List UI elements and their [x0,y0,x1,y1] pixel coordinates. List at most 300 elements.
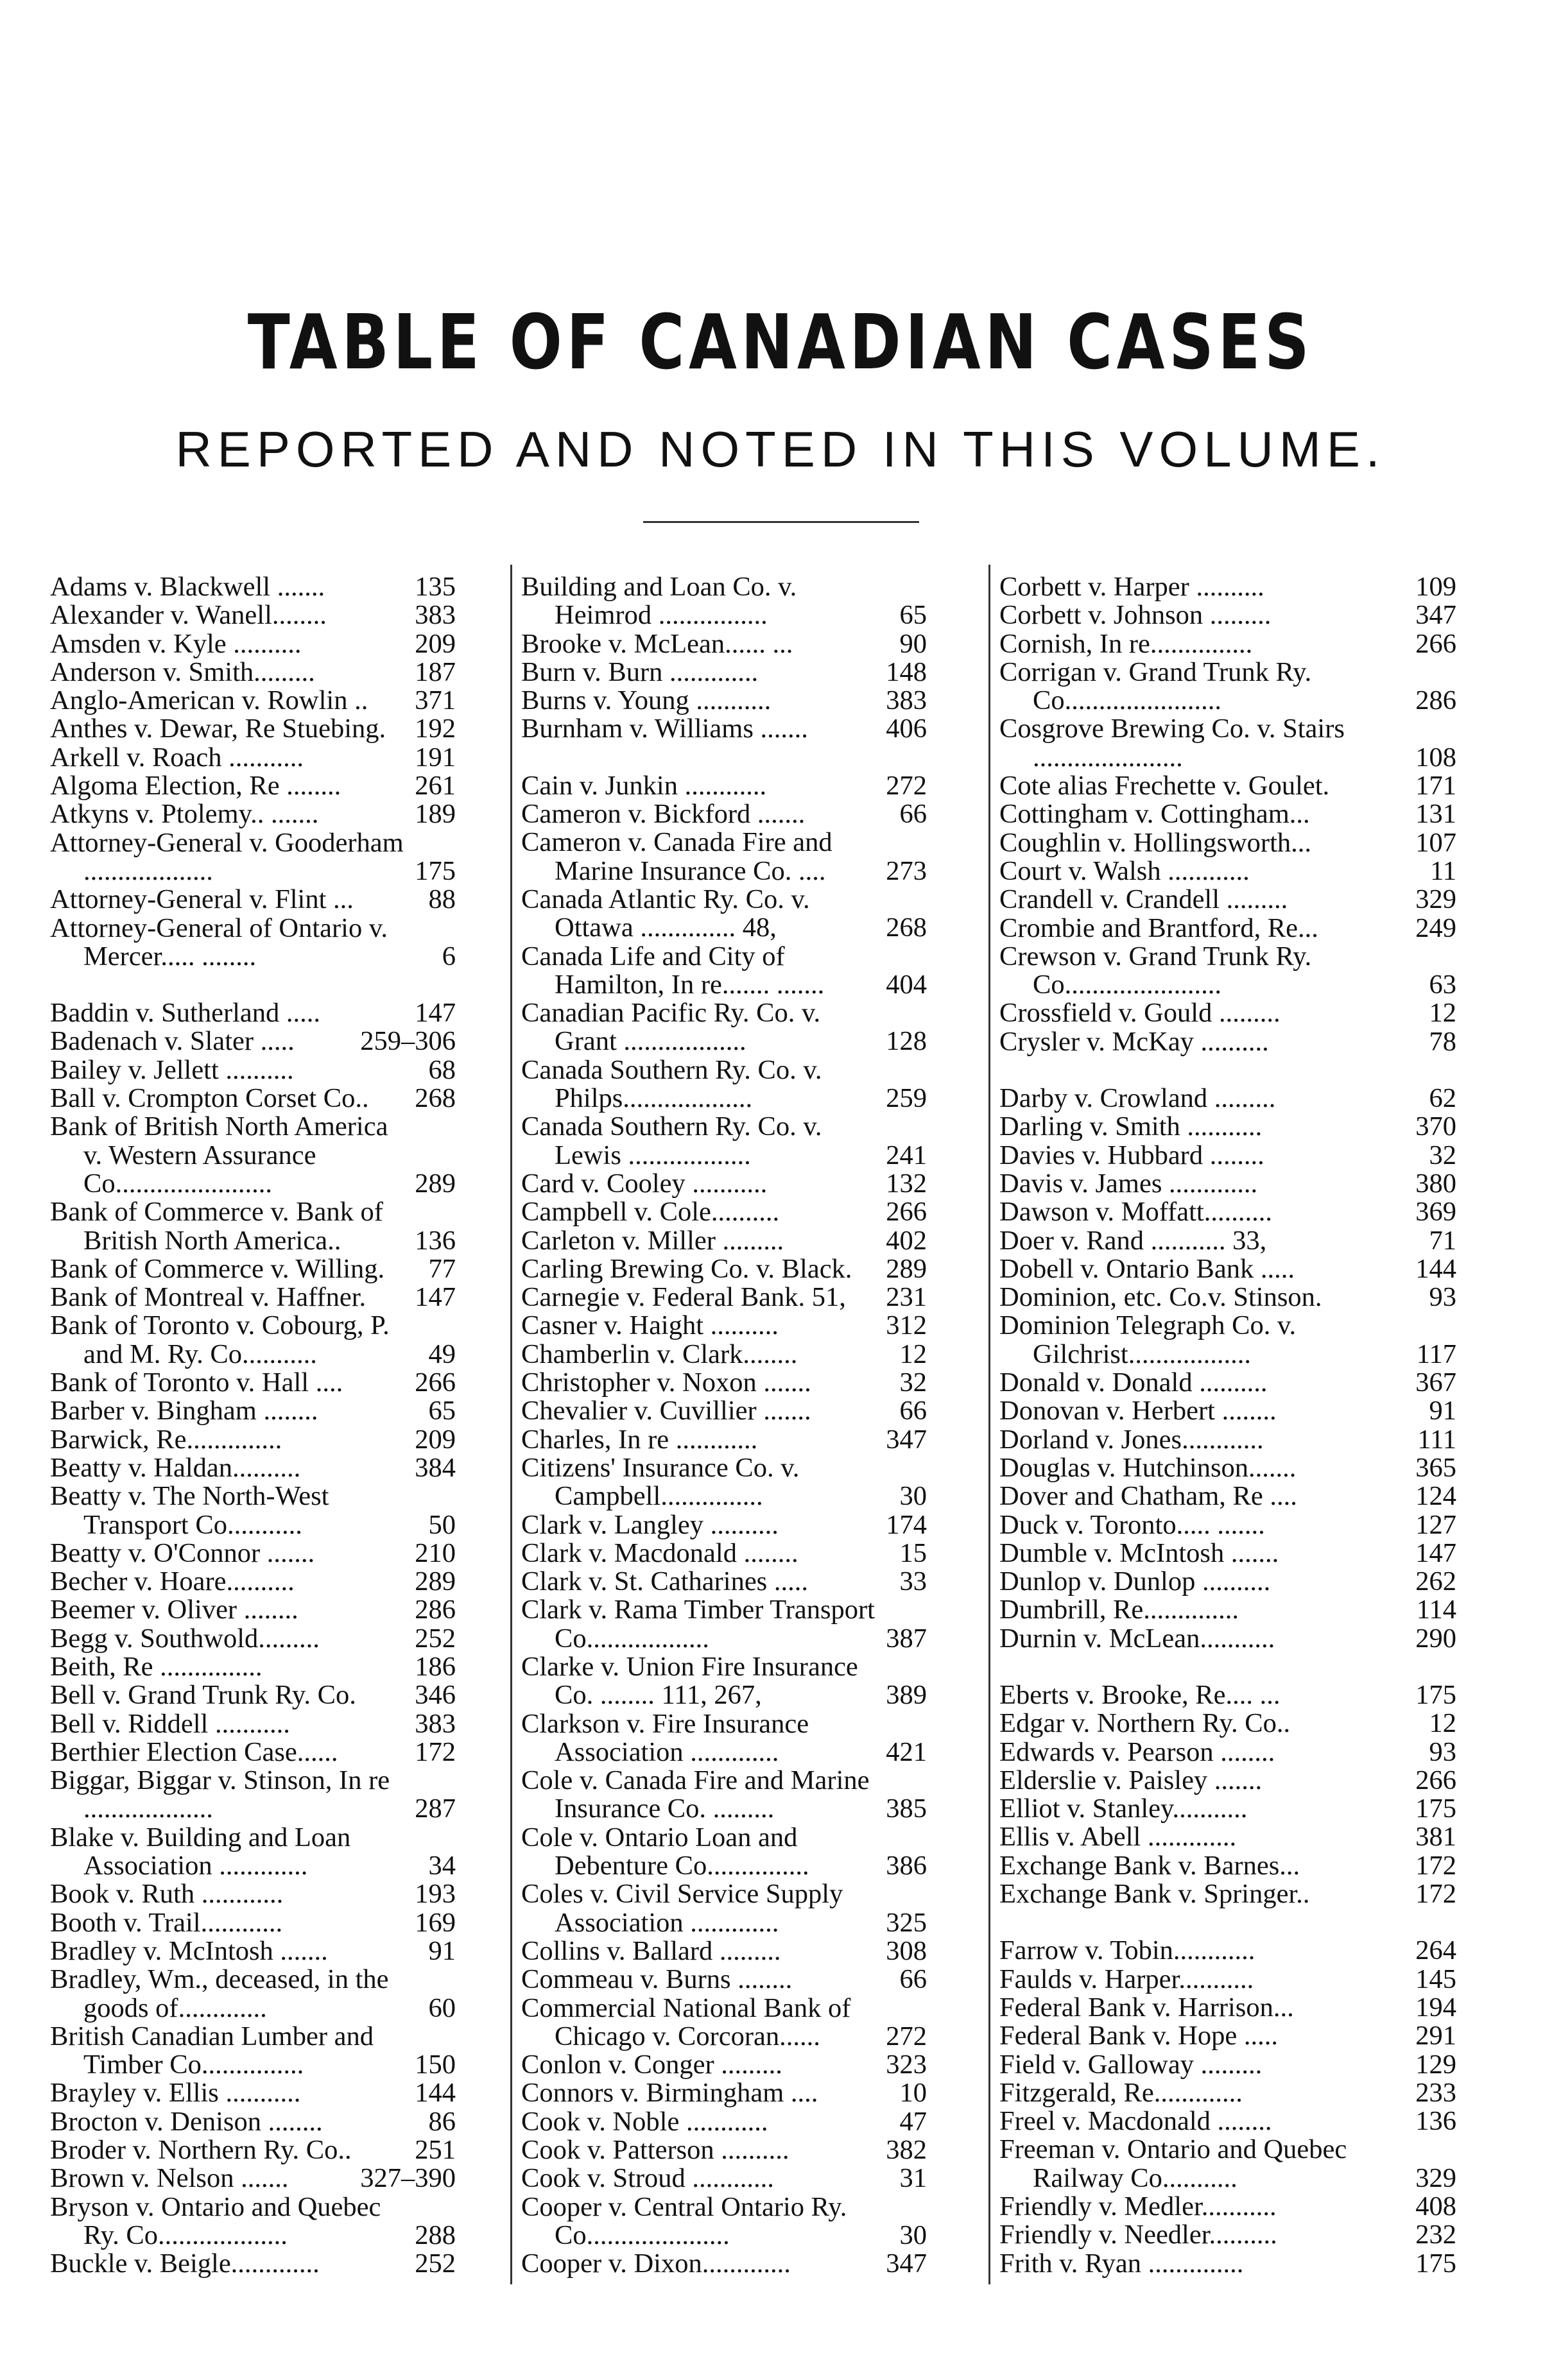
case-entry [999,1852,1456,1880]
case-name: Crombie and Brantford, Re... [999,912,1318,943]
page-number: 88 [428,884,456,915]
case-entry [50,1681,456,1709]
case-entry [50,1283,456,1312]
case-entry [50,800,456,828]
case-name: Barber v. Bingham ........ [50,1396,318,1426]
page-number: 129 [1415,2049,1456,2080]
case-entry [521,1170,927,1198]
case-name: Canadian Pacific Ry. Co. v. Grant .................. [521,998,821,1057]
page-number: 383 [415,600,456,631]
case-name: Freel v. Macdonald ........ [999,2106,1272,2137]
case-entry [521,999,927,1056]
case-name: Davies v. Hubbard ........ [999,1140,1264,1170]
page-number: 148 [886,656,927,687]
page-number: 384 [415,1452,456,1483]
case-entry [521,1596,927,1653]
page-number: 404 [886,969,927,1000]
page-number: 290 [1415,1623,1456,1654]
case-name: Exchange Bank v. Barnes... [999,1850,1300,1881]
case-name: Bank of British North America v. Western Assurance Co....................... [50,1111,388,1199]
page-number: 86 [428,2106,456,2137]
page-number: 50 [428,1509,456,1540]
case-name: Arkell v. Roach ........... [50,742,304,773]
case-name: Dover and Chatham, Re .... [999,1481,1297,1512]
case-name: Citizens' Insurance Co. v. Campbell............... [521,1452,800,1512]
case-entry [50,1255,456,1283]
page-number: 136 [415,1225,456,1256]
page-number: 329 [1415,884,1456,915]
case-entry [999,1255,1456,1283]
page-number: 6 [442,941,456,972]
page-number: 124 [1415,1481,1456,1512]
case-entry [521,1653,927,1710]
case-name: Berthier Election Case...... [50,1736,338,1767]
page-number: 15 [899,1537,927,1568]
page-number: 47 [899,2106,927,2137]
case-entry [521,658,927,687]
page-number: 114 [1416,1595,1456,1625]
page-number: 12 [1429,1708,1456,1739]
case-entry [521,1255,927,1283]
case-name: Corrigan v. Grand Trunk Ry. Co....................... [999,656,1312,716]
case-entry [50,2193,456,2250]
page-number: 266 [415,1367,456,1398]
case-entry [50,1084,456,1113]
case-entry [50,886,456,914]
case-entry [50,1539,456,1568]
case-name: Carling Brewing Co. v. Black. [521,1253,852,1284]
page-number: 10 [899,2078,927,2109]
case-name: Donovan v. Herbert ........ [999,1396,1277,1426]
section-gap [999,1908,1456,1937]
case-name: Federal Bank v. Harrison... [999,1992,1294,2023]
case-entry [999,1084,1456,1113]
case-entry [999,1937,1456,1965]
page-number: 65 [428,1396,456,1426]
case-entry [521,1539,927,1568]
case-entry [999,1823,1456,1851]
case-name: Dobell v. Ontario Bank ..... [999,1253,1295,1284]
case-entry [999,601,1456,629]
case-entry [521,772,927,800]
case-entry [50,829,456,886]
page-number: 91 [1429,1396,1456,1426]
case-entry [999,1767,1456,1795]
case-entry [999,800,1456,828]
case-entry [521,1824,927,1881]
case-name: Cook v. Patterson .......... [521,2135,789,2166]
page-number: 365 [1415,1452,1456,1483]
page-number: 193 [415,1879,456,1910]
case-name: Cain v. Junkin ............ [521,770,767,801]
case-name: Freeman v. Ontario and Quebec Railway Co........... [999,2134,1347,2193]
page-number: 272 [886,2021,927,2051]
page-title: TABLE OF CANADIAN CASES [247,298,1314,386]
case-entry [999,1709,1456,1738]
case-entry [50,1596,456,1624]
case-name: Crossfield v. Gould ......... [999,998,1281,1029]
case-entry [999,1142,1456,1170]
case-name: Dawson v. Moffatt.......... [999,1197,1272,1228]
page-number: 259 [886,1083,927,1114]
case-entry [999,1625,1456,1653]
case-name: Brown v. Nelson ....... [50,2163,289,2194]
case-name: Beith, Re ............... [50,1651,263,1682]
page-number: 387 [886,1623,927,1654]
case-name: Canada Southern Ry. Co. v. Lewis .................. [521,1111,822,1170]
case-name: Federal Bank v. Hope ..... [999,2021,1278,2051]
case-entry [999,1994,1456,2022]
case-name: Cameron v. Bickford ....... [521,799,806,830]
page-number: 389 [886,1680,927,1711]
case-entry [999,2193,1456,2221]
page-number: 60 [428,1992,456,2023]
page-number: 147 [415,998,456,1029]
page-number: 252 [415,1623,456,1654]
page-number: 259–306 [360,1026,456,1057]
case-entry [50,2250,456,2278]
case-name: Clark v. St. Catharines ..... [521,1566,808,1597]
case-entry [50,772,456,800]
case-name: Brayley v. Ellis ........... [50,2078,301,2109]
case-name: Bailey v. Jellett .......... [50,1054,294,1085]
case-name: Biggar, Biggar v. Stinson, In re ................... [50,1765,390,1824]
case-name: Edgar v. Northern Ry. Co.. [999,1708,1291,1739]
column-divider [510,565,512,2284]
page-number: 131 [1415,799,1456,830]
column-divider [988,565,990,2284]
page-number: 171 [1415,771,1456,801]
case-entry [521,2250,927,2278]
case-entry [999,2079,1456,2107]
page-number: 91 [428,1935,456,1966]
case-name: Exchange Bank v. Springer.. [999,1879,1310,1910]
case-name: Bell v. Riddell ........... [50,1708,290,1739]
case-entry [999,1227,1456,1255]
page-number: 11 [1430,855,1456,886]
case-name: Connors v. Birmingham .... [521,2078,818,2109]
case-entry [999,829,1456,857]
case-name: Chamberlin v. Clark........ [521,1339,798,1369]
case-entry [50,744,456,772]
case-name: Dominion Telegraph Co. v. Gilchrist.................. [999,1310,1297,1369]
case-entry [521,715,927,743]
case-entry [999,857,1456,886]
case-name: Douglas v. Hutchinson....... [999,1452,1297,1483]
page-number: 32 [899,1367,927,1398]
case-entry [50,1027,456,1056]
case-entry [521,2164,927,2193]
case-name: Beemer v. Oliver ........ [50,1595,298,1625]
case-entry [521,2051,927,2079]
case-entry [999,2136,1456,2193]
case-name: Clark v. Macdonald ........ [521,1537,798,1568]
case-entry [521,2136,927,2164]
page-number: 175 [1415,2248,1456,2279]
page-number: 272 [886,770,927,801]
case-entry [50,2108,456,2136]
case-name: Collins v. Ballard ......... [521,1935,781,1966]
page-number: 323 [886,2050,927,2080]
page-number: 71 [1429,1225,1456,1256]
page-number: 144 [1415,1253,1456,1284]
page-number: 289 [415,1168,456,1199]
case-name: Badenach v. Slater ..... [50,1026,295,1057]
case-name: Court v. Walsh ............ [999,855,1250,886]
case-entry [999,1198,1456,1226]
case-name: Corbett v. Harper .......... [999,572,1264,602]
page-number: 231 [886,1282,927,1313]
case-entry [999,2022,1456,2050]
case-name: Algoma Election, Re ........ [50,771,341,801]
page-number: 266 [1415,628,1456,659]
case-name: Canada Life and City of Hamilton, In re....... ....... [521,941,825,1000]
page-number: 266 [1415,1765,1456,1795]
page-number: 346 [415,1680,456,1711]
section-gap [50,971,456,999]
page-number: 261 [415,771,456,801]
case-name: Attorney-General v. Flint ... [50,884,354,915]
case-name: Darby v. Crowland ......... [999,1083,1276,1114]
case-entry [50,1454,456,1482]
page-number: 117 [1416,1339,1456,1369]
case-name: Beatty v. O'Connor ....... [50,1537,315,1568]
case-name: Attorney-General of Ontario v. Mercer..... ........ [50,912,388,972]
case-entry [999,2107,1456,2136]
case-entry [521,1312,927,1340]
page-number: 189 [415,799,456,830]
case-name: Eberts v. Brooke, Re.... ... [999,1679,1281,1710]
page-number: 109 [1415,572,1456,602]
page-number: 289 [886,1253,927,1284]
case-name: Dominion, etc. Co.v. Stinson. [999,1282,1322,1313]
section-gap [999,1056,1456,1084]
case-entry [50,999,456,1027]
page-number: 34 [428,1851,456,1881]
case-entry [50,1198,456,1255]
page-number: 291 [1415,2021,1456,2051]
case-name: Cole v. Ontario Loan and Debenture Co............... [521,1822,809,1881]
case-entry [50,2079,456,2107]
case-name: Bradley, Wm., deceased, in the goods of............. [50,1964,389,2023]
page-number: 111 [1417,1424,1456,1455]
case-name: Bank of Toronto v. Hall .... [50,1367,343,1398]
case-entry [521,800,927,828]
case-name: Field v. Galloway ......... [999,2049,1263,2080]
page-number: 172 [415,1736,456,1767]
case-entry [999,1795,1456,1823]
case-entry [521,1454,927,1511]
case-name: British Canadian Lumber and Timber Co............... [50,2021,374,2080]
case-entry [50,1767,456,1824]
case-entry [999,1539,1456,1568]
page-number: 174 [886,1509,927,1540]
page-number: 312 [886,1310,927,1341]
case-entry [999,1028,1456,1056]
page-number: 175 [1415,1679,1456,1710]
case-name: Clarkson v. Fire Insurance Association ............. [521,1708,809,1767]
page-number: 371 [415,685,456,716]
case-name: Cottingham v. Cottingham... [999,799,1310,830]
page-number: 347 [886,2248,927,2279]
case-entry [50,1738,456,1767]
case-entry [999,886,1456,914]
page-number: 325 [886,1907,927,1938]
page-number: 78 [1429,1026,1456,1057]
page-number: 150 [415,2050,456,2080]
page-number: 268 [415,1083,456,1114]
page-number: 194 [1415,1992,1456,2023]
page-number: 381 [1415,1822,1456,1853]
case-entry [50,1568,456,1596]
case-entry [50,1909,456,1937]
page-number: 31 [899,2163,927,2194]
title-rule [643,521,919,523]
page-number: 233 [1415,2077,1456,2108]
page-number: 209 [415,1424,456,1455]
page-number: 273 [886,855,927,886]
page-number: 380 [1415,1168,1456,1199]
case-name: Cote alias Frechette v. Goulet. [999,771,1330,801]
case-name: Edwards v. Pearson ........ [999,1736,1275,1767]
case-entry [521,943,927,1000]
case-entry [521,1426,927,1454]
case-name: Bank of Commerce v. Willing. [50,1253,385,1284]
case-entry [999,630,1456,658]
case-entry [999,772,1456,800]
case-entry [50,1312,456,1369]
page-number: 288 [415,2220,456,2250]
case-name: Cole v. Canada Fire and Marine Insurance Co. ......... [521,1765,870,1824]
case-name: Broder v. Northern Ry. Co.. [50,2135,352,2166]
case-entry [999,1312,1456,1369]
page-number: 175 [1415,1794,1456,1824]
page-number: 62 [1429,1083,1456,1114]
page-subtitle: REPORTED AND NOTED IN THIS VOLUME. [175,421,1386,477]
page-number: 77 [428,1253,456,1284]
page-number: 286 [415,1595,456,1625]
case-entry [521,2193,927,2250]
page-number: 383 [886,685,927,716]
page-number: 289 [415,1566,456,1597]
page-number: 135 [415,572,456,602]
case-name: Clark v. Langley .......... [521,1509,779,1540]
case-entry [999,1511,1456,1539]
case-entry [521,1568,927,1596]
case-entry [50,1625,456,1653]
case-name: Davis v. James ............. [999,1168,1258,1199]
case-name: Coughlin v. Hollingsworth... [999,827,1312,858]
page-number: 264 [1415,1935,1456,1966]
case-entry [999,1596,1456,1624]
case-entry [50,658,456,687]
page-number: 172 [1415,1879,1456,1910]
case-name: Burnham v. Williams ....... [521,714,808,744]
case-entry [50,914,456,972]
case-entry [999,999,1456,1027]
case-name: Duck v. Toronto..... ....... [999,1509,1265,1540]
case-entry [999,1283,1456,1312]
case-entry [521,1511,927,1539]
page-number: 68 [428,1054,456,1085]
case-name: Crewson v. Grand Trunk Ry. Co....................... [999,941,1312,1000]
page-number: 127 [1415,1509,1456,1540]
page-number: 209 [415,628,456,659]
case-name: Canada Southern Ry. Co. v. Philps................... [521,1054,822,1114]
case-entry [999,2051,1456,2079]
case-name: Charles, In re ............ [521,1424,758,1455]
page-number: 287 [415,1794,456,1824]
case-entry [999,914,1456,943]
page-number: 12 [1429,998,1456,1029]
case-name: Chevalier v. Cuvillier ....... [521,1396,811,1426]
page-number: 249 [1415,912,1456,943]
case-name: Commercial National Bank of Chicago v. Corcoran...... [521,1992,851,2051]
case-name: Anthes v. Dewar, Re Stuebing. [50,714,386,744]
case-name: Cooper v. Central Ontario Ry. Co..................... [521,2191,847,2250]
page-number: 30 [899,2220,927,2250]
case-entry [521,1369,927,1397]
case-name: Friendly v. Needler.......... [999,2220,1277,2250]
case-entry [521,828,927,886]
case-name: Booth v. Trail............ [50,1907,283,1938]
case-entry [50,1965,456,2023]
case-name: Donald v. Donald .......... [999,1367,1268,1398]
case-name: Building and Loan Co. v. Heimrod ................ [521,572,797,631]
case-name: Conlon v. Conger ......... [521,2050,782,2080]
case-name: Buckle v. Beigle............. [50,2248,320,2279]
case-name: Darling v. Smith ........... [999,1111,1263,1142]
case-entry [521,1937,927,1965]
page-number: 132 [886,1168,927,1199]
case-entry [999,1880,1456,1908]
page-number: 266 [886,1197,927,1228]
page-number: 210 [415,1537,456,1568]
case-name: Crandell v. Crandell ......... [999,884,1288,915]
page-number: 232 [1415,2220,1456,2250]
case-name: Card v. Cooley ........... [521,1168,768,1199]
case-entry [50,1880,456,1908]
case-name: Faulds v. Harper........... [999,1964,1254,1994]
case-name: Anderson v. Smith......... [50,656,315,687]
case-name: Cameron v. Canada Fire and Marine Insurance Co. .... [521,827,832,886]
case-name: Bell v. Grand Trunk Ry. Co. [50,1680,356,1711]
case-entry [50,2136,456,2164]
case-name: Elderslie v. Paisley ....... [999,1765,1263,1795]
case-entry [999,573,1456,601]
case-name: Coles v. Civil Service Supply Association ............. [521,1879,843,1938]
page-number: 66 [899,1396,927,1426]
case-entry [521,886,927,943]
page-number: 90 [899,628,927,659]
case-column-2 [521,573,927,2306]
page-number: 144 [415,2078,456,2109]
page-number: 30 [899,1481,927,1512]
case-entry [521,2079,927,2107]
page-number: 147 [1415,1537,1456,1568]
case-name: Bradley v. McIntosh ....... [50,1935,328,1966]
case-entry [999,1397,1456,1425]
case-name: Baddin v. Sutherland ..... [50,998,321,1029]
case-name: Farrow v. Tobin............ [999,1935,1255,1966]
page-number: 66 [899,1964,927,1995]
case-entry [999,1482,1456,1511]
page-number: 347 [1415,600,1456,631]
page-number: 145 [1415,1964,1456,1994]
case-name: Bank of Commerce v. Bank of British North America.. [50,1197,383,1256]
page-number: 369 [1415,1197,1456,1228]
case-entry [50,1056,456,1084]
